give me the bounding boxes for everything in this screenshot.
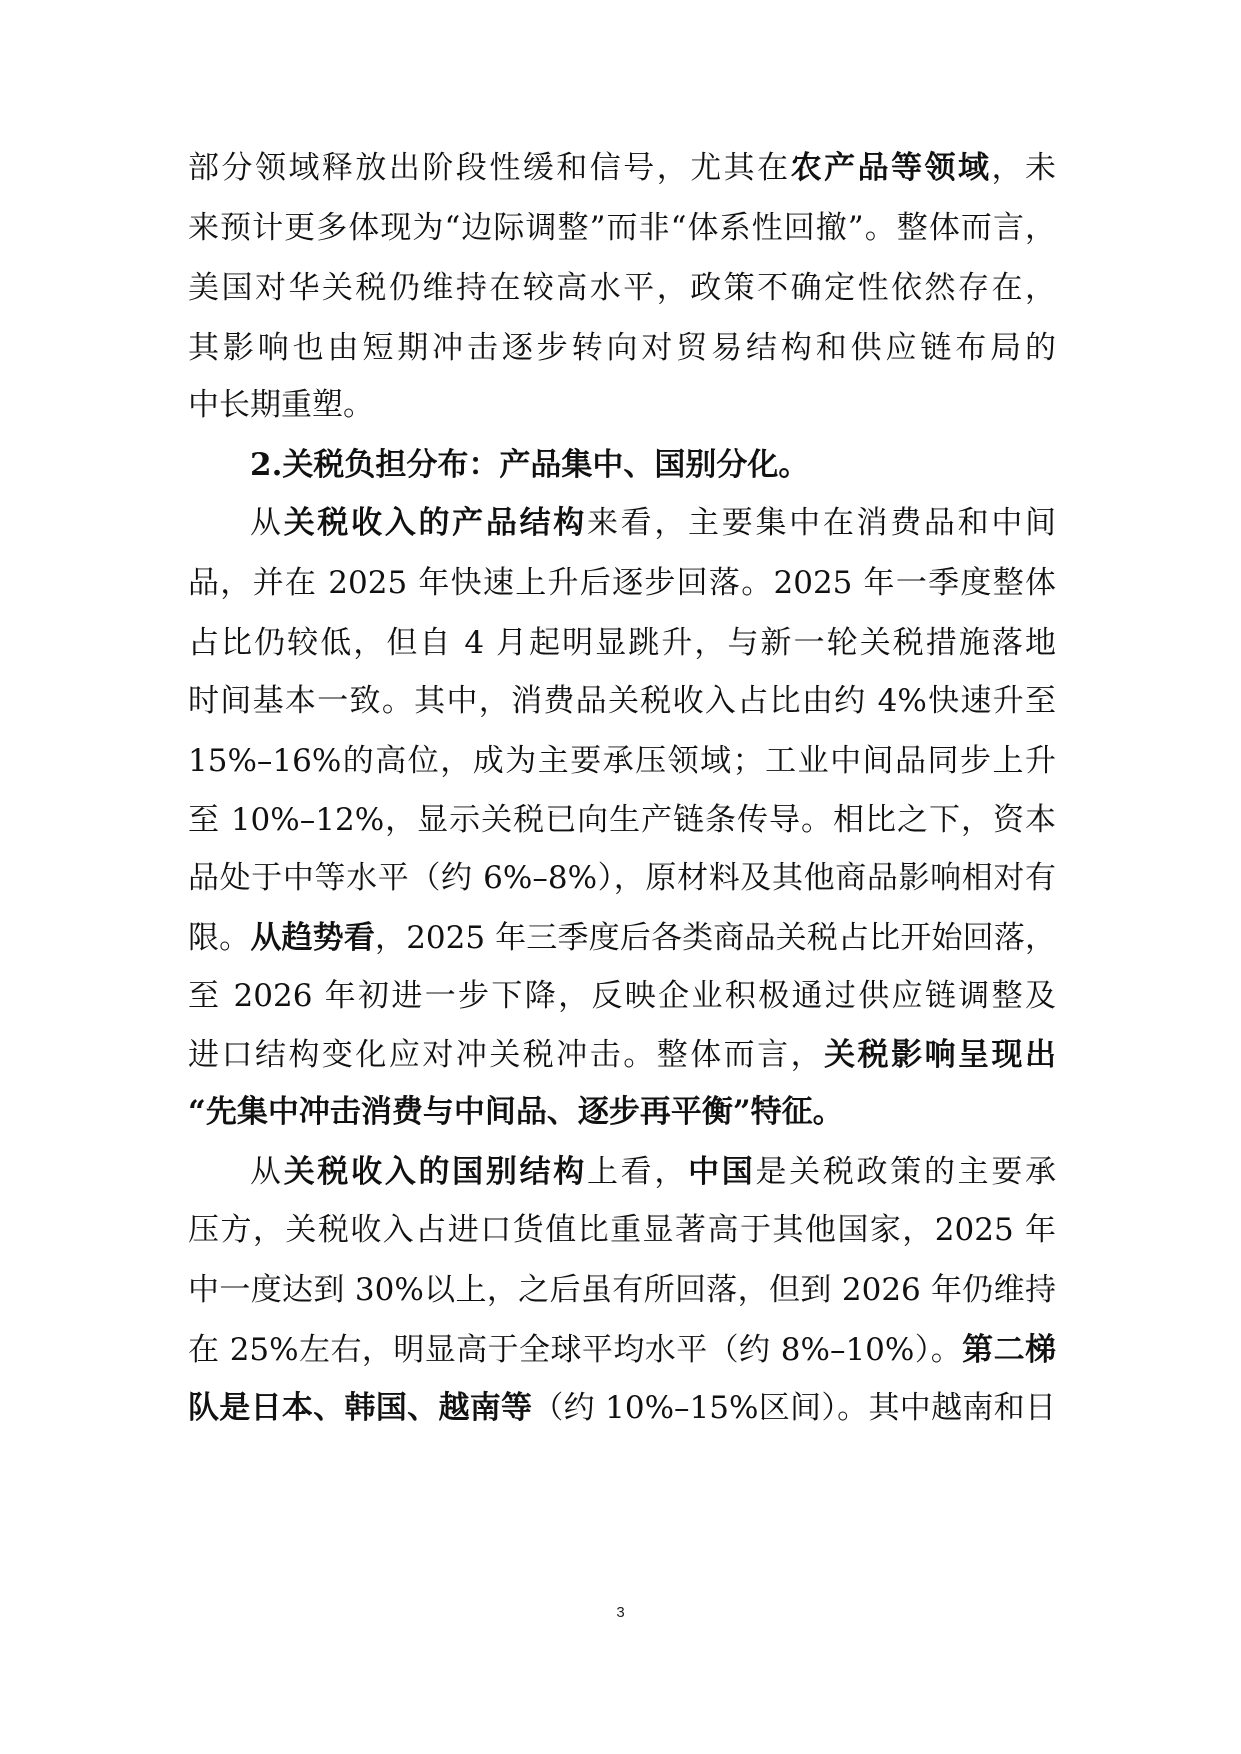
bold-text: 队是日本、韩国、越南等 <box>188 1390 533 1426</box>
page-number: 3 <box>616 1604 625 1621</box>
paragraph-line <box>188 208 1056 248</box>
bold-text: 关税影响呈现出 <box>824 1037 1057 1073</box>
paragraph-line <box>250 503 1056 543</box>
paragraph-line <box>250 1152 1056 1192</box>
text-run: 至 2026 年初进一步下降，反映企业积极通过供应链调整及 <box>188 978 1056 1014</box>
paragraph-line <box>188 1035 1056 1075</box>
section-heading <box>250 445 1056 485</box>
bold-text: “先集中冲击消费与中间品、逐步再平衡”特征。 <box>188 1094 844 1130</box>
bold-text: 关税收入的产品结构 <box>283 505 587 541</box>
paragraph-line <box>188 1388 1056 1428</box>
paragraph-line <box>188 800 1056 840</box>
text-run: 中长期重塑。 <box>188 387 374 423</box>
paragraph-line <box>188 976 1056 1016</box>
text-run: 进口结构变化应对冲关税冲击。整体而言， <box>188 1037 825 1073</box>
paragraph-line <box>188 1210 1056 1250</box>
paragraph-line <box>188 385 1056 425</box>
bold-text: 中国 <box>688 1154 756 1190</box>
paragraph-line <box>188 741 1056 781</box>
text-run: 从 <box>250 505 284 541</box>
bold-text: 农产品等领域 <box>790 150 992 186</box>
text-run: 限。 <box>188 920 251 956</box>
text-run: 美国对华关税仍维持在较高水平，政策不确定性依然存在， <box>188 270 1056 306</box>
text-run: 是关税政策的主要承 <box>755 1154 1057 1190</box>
text-run: 部分领域释放出阶段性缓和信号，尤其在 <box>188 150 791 186</box>
paragraph-line <box>188 858 1056 898</box>
text-run: 占比仍较低，但自 4 月起明显跳升，与新一轮关税措施落地 <box>188 625 1056 661</box>
bold-text: 2.关税负担分布：产品集中、国别分化。 <box>250 447 810 483</box>
text-run: 至 10%–12%，显示关税已向生产链条传导。相比之下，资本 <box>188 802 1056 838</box>
paragraph-line <box>188 563 1056 603</box>
paragraph-line <box>188 623 1056 663</box>
text-run: （约 10%–15%区间）。其中越南和日 <box>532 1390 1056 1426</box>
bold-text: 第二梯 <box>962 1332 1056 1368</box>
paragraph-line <box>188 328 1056 368</box>
text-run: 时间基本一致。其中，消费品关税收入占比由约 4%快速升至 <box>188 683 1056 719</box>
text-run: ，2025 年三季度后各类商品关税占比开始回落， <box>375 920 1057 956</box>
paragraph-line <box>188 148 1056 188</box>
text-run: ，未 <box>991 150 1057 186</box>
paragraph-line <box>188 1330 1056 1370</box>
text-run: 中一度达到 30%以上，之后虽有所回落，但到 2026 年仍维持 <box>188 1272 1056 1308</box>
paragraph-line <box>188 1092 1056 1132</box>
paragraph-line <box>188 681 1056 721</box>
bold-text: 从趋势看 <box>250 920 376 956</box>
text-run: 品，并在 2025 年快速上升后逐步回落。2025 年一季度整体 <box>188 565 1056 601</box>
text-run: 其影响也由短期冲击逐步转向对贸易结构和供应链布局的 <box>188 330 1056 366</box>
text-run: 压方，关税收入占进口货值比重显著高于其他国家，2025 年 <box>188 1212 1056 1248</box>
text-run: 品处于中等水平（约 6%–8%），原材料及其他商品影响相对有 <box>188 860 1056 896</box>
text-run: 在 25%左右，明显高于全球平均水平（约 8%–10%）。 <box>188 1332 963 1368</box>
bold-text: 关税收入的国别结构 <box>283 1154 587 1190</box>
text-run: 从 <box>250 1154 284 1190</box>
text-run: 15%–16%的高位，成为主要承压领域；工业中间品同步上升 <box>188 743 1056 779</box>
paragraph-line <box>188 918 1056 958</box>
text-run: 上看， <box>586 1154 689 1190</box>
text-run: 来预计更多体现为“边际调整”而非“体系性回撤”。整体而言， <box>188 210 1056 246</box>
text-run: 来看，主要集中在消费品和中间 <box>586 505 1057 541</box>
paragraph-line <box>188 1270 1056 1310</box>
paragraph-line <box>188 268 1056 308</box>
